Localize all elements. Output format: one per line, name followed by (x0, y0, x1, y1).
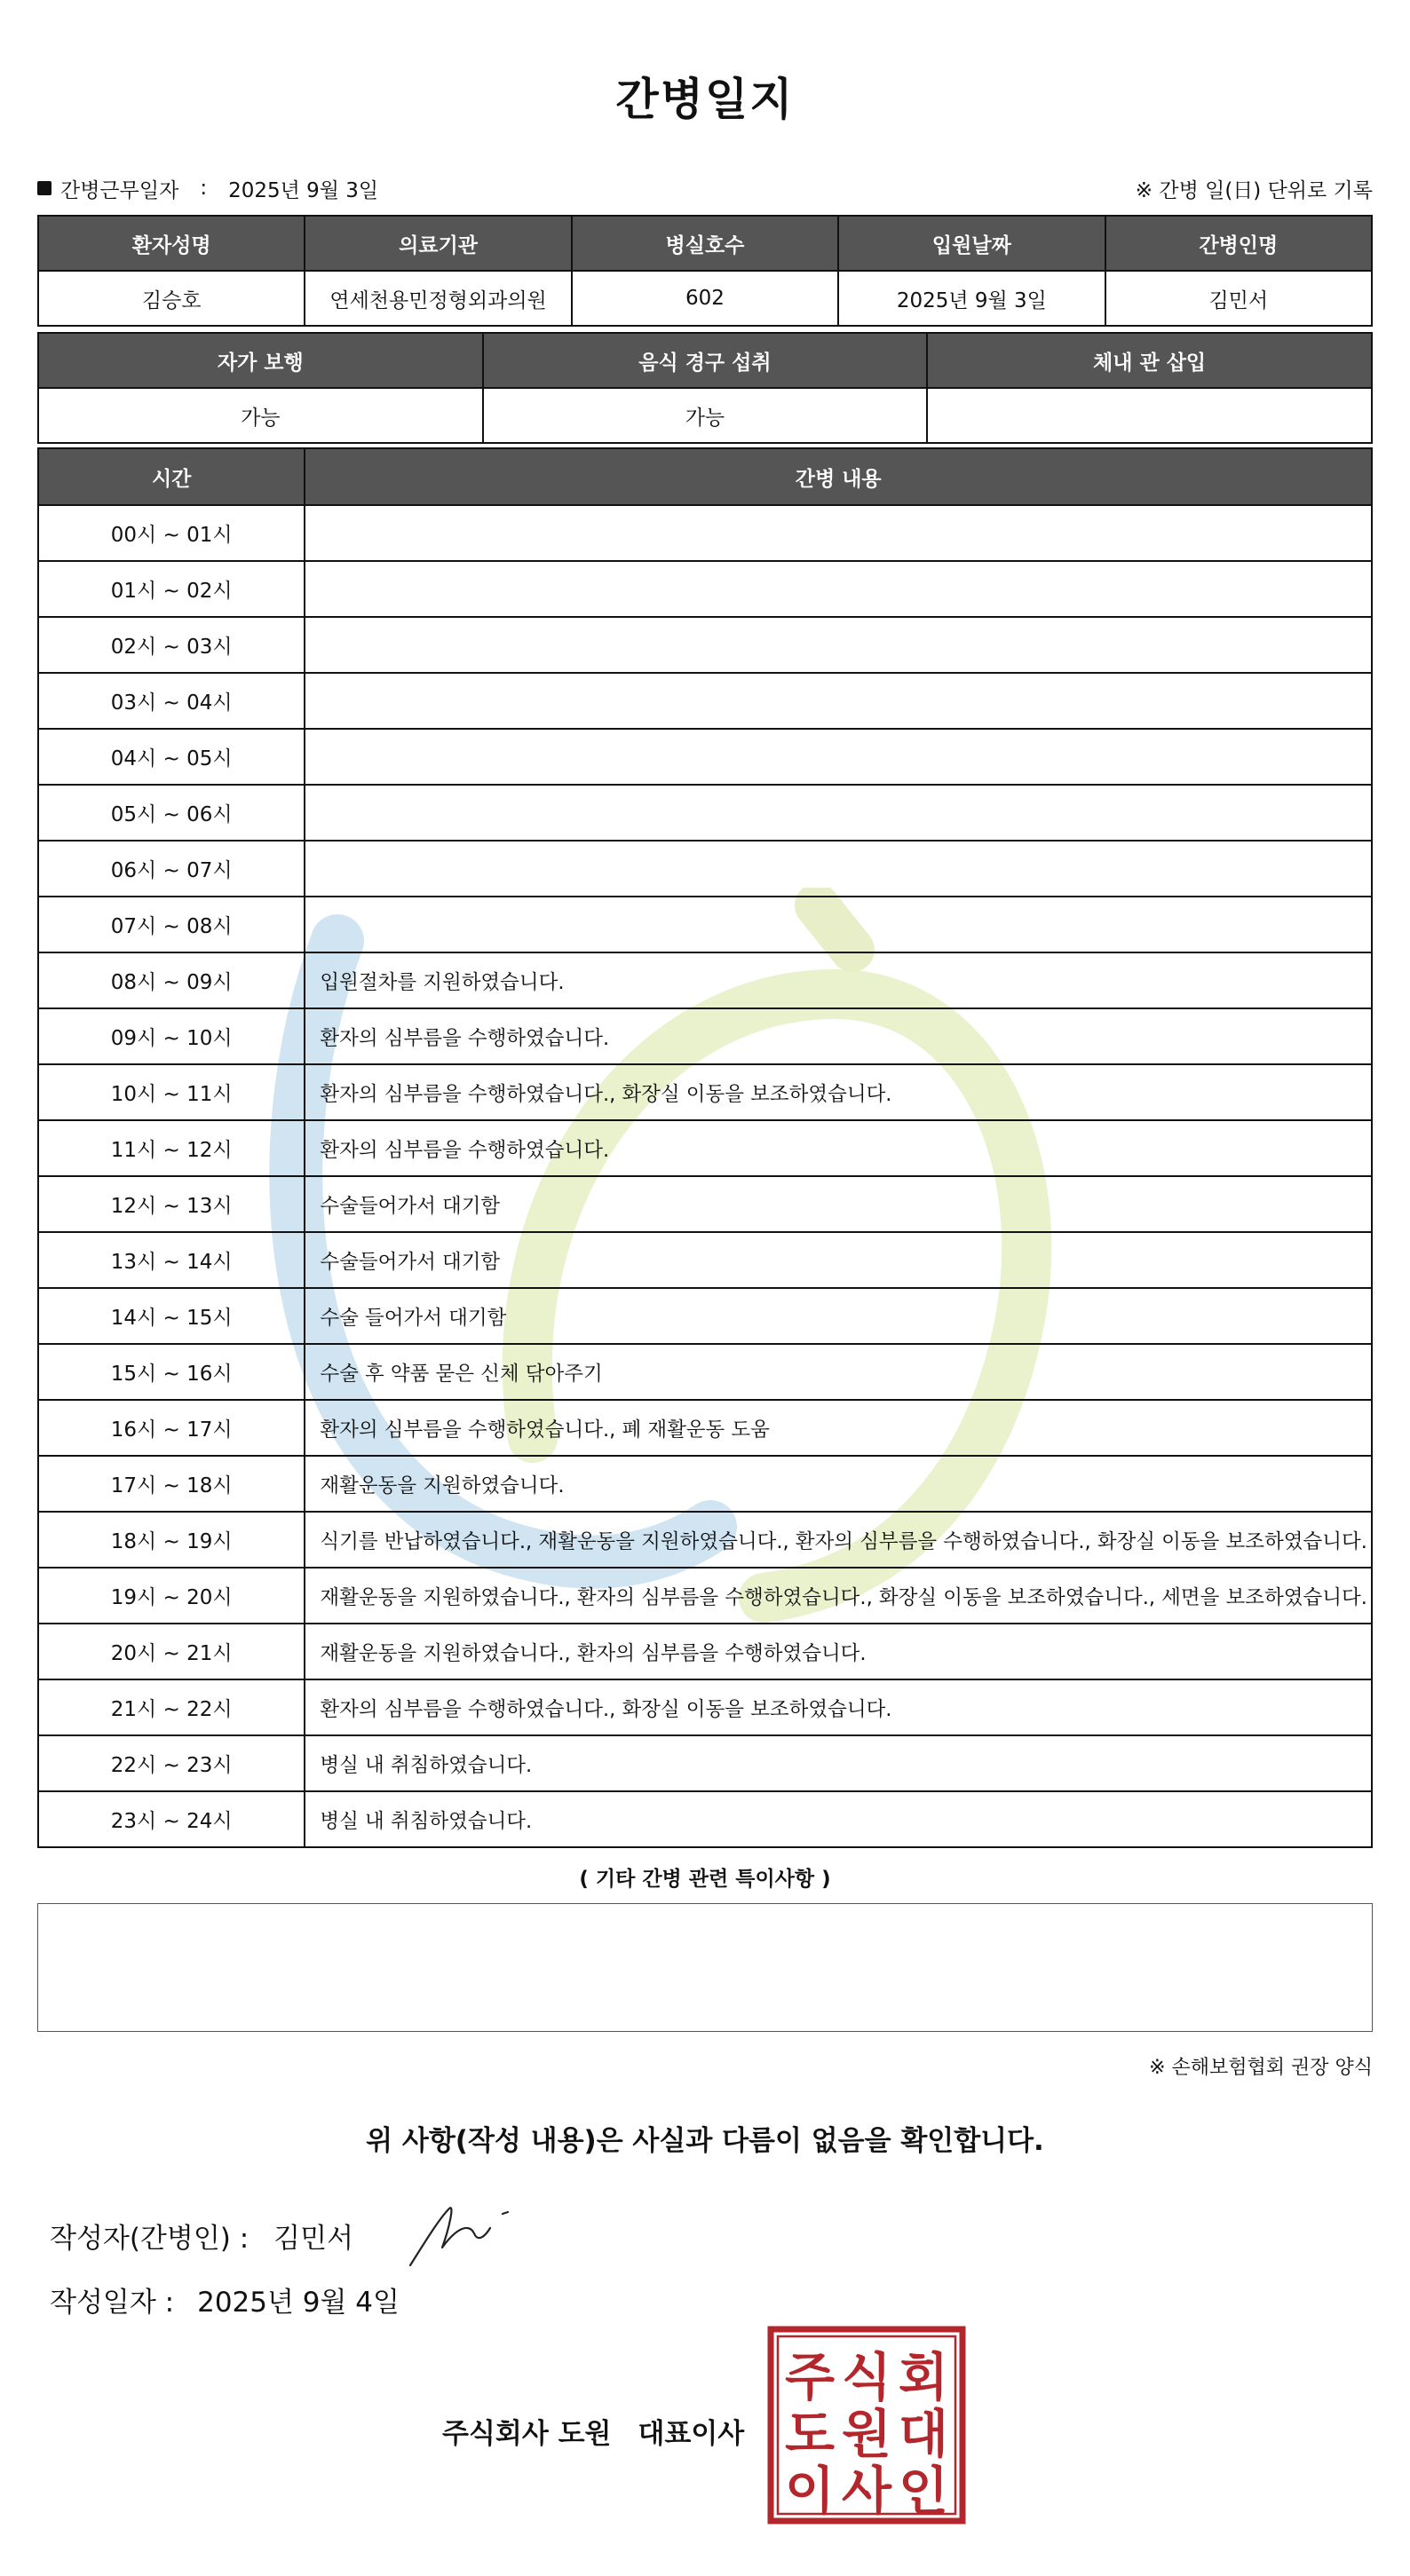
time-cell: 01시 ~ 02시 (38, 561, 305, 617)
time-cell: 21시 ~ 22시 (38, 1679, 305, 1735)
table-row (38, 505, 1372, 561)
written-date-line (50, 2280, 400, 2319)
care-content-cell (305, 729, 1372, 785)
care-content-cell: 수술들어가서 대기함 (305, 1232, 1372, 1288)
caregiver-value: 김민서 (1105, 271, 1372, 326)
time-cell: 03시 ~ 04시 (38, 673, 305, 729)
table-row (38, 1624, 1372, 1679)
company-title: 대표이사 (638, 2418, 745, 2450)
time-cell: 10시 ~ 11시 (38, 1064, 305, 1120)
care-content-cell (305, 897, 1372, 952)
time-cell: 23시 ~ 24시 (38, 1791, 305, 1847)
writer-name: 김민서 (273, 2223, 354, 2255)
self-walking-value: 가능 (38, 388, 483, 443)
table-row (38, 841, 1372, 897)
header-patient-name: 환자성명 (38, 216, 305, 271)
table-row (38, 1456, 1372, 1512)
work-date (37, 174, 378, 203)
care-content-cell: 재활운동을 지원하였습니다. (305, 1456, 1372, 1512)
care-content-cell (305, 841, 1372, 897)
care-content-cell: 재활운동을 지원하였습니다., 환자의 심부름을 수행하였습니다., 화장실 이동을 보조하였습니다., 세면을 보조하였습니다. (305, 1568, 1372, 1624)
care-content-cell: 환자의 심부름을 수행하였습니다. (305, 1008, 1372, 1064)
table-row (38, 1288, 1372, 1344)
patient-name-value: 김승호 (38, 271, 305, 326)
patient-info-header-row (38, 216, 1372, 271)
unit-note: ※ 간병 일(日) 단위로 기록 (1135, 178, 1373, 202)
care-content-cell (305, 673, 1372, 729)
page-title: 간병일지 (615, 74, 795, 125)
header-tube-insertion: 체내 관 삽입 (927, 333, 1372, 388)
patient-info-value-row (38, 271, 1372, 326)
svg-text:도: 도 (784, 2404, 836, 2464)
company-line (442, 2411, 744, 2451)
care-content-cell: 환자의 심부름을 수행하였습니다., 화장실 이동을 보조하였습니다. (305, 1064, 1372, 1120)
svg-text:대: 대 (898, 2404, 949, 2464)
table-row (38, 1679, 1372, 1735)
table-row (38, 1512, 1372, 1568)
care-content-cell (305, 617, 1372, 673)
table-row (38, 952, 1372, 1008)
care-content-cell: 재활운동을 지원하였습니다., 환자의 심부름을 수행하였습니다. (305, 1624, 1372, 1679)
svg-text:주: 주 (784, 2347, 836, 2407)
oral-intake-value: 가능 (483, 388, 928, 443)
time-cell: 11시 ~ 12시 (38, 1120, 305, 1176)
care-content-cell (305, 505, 1372, 561)
care-content-cell (305, 785, 1372, 841)
care-content-cell: 수술 후 약품 묻은 신체 닦아주기 (305, 1344, 1372, 1400)
header-time: 시간 (38, 448, 305, 505)
table-row (38, 1344, 1372, 1400)
work-date-value: 2025년 9월 3일 (228, 178, 379, 202)
header-room: 병실호수 (572, 216, 838, 271)
hospital-value: 연세천용민정형외과의원 (305, 271, 571, 326)
time-cell: 15시 ~ 16시 (38, 1344, 305, 1400)
table-row (38, 561, 1372, 617)
table-row (38, 1400, 1372, 1456)
room-value: 602 (572, 271, 838, 326)
time-cell: 12시 ~ 13시 (38, 1176, 305, 1232)
time-cell: 18시 ~ 19시 (38, 1512, 305, 1568)
time-cell: 06시 ~ 07시 (38, 841, 305, 897)
meta-row (37, 172, 1373, 204)
time-cell: 05시 ~ 06시 (38, 785, 305, 841)
header-self-walking: 자가 보행 (38, 333, 483, 388)
care-content-cell: 식기를 반납하였습니다., 재활운동을 지원하였습니다., 환자의 심부름을 수행하였습니다., 화장실 이동을 보조하였습니다. (305, 1512, 1372, 1568)
table-row (38, 1232, 1372, 1288)
table-row (38, 1064, 1372, 1120)
table-row (38, 1120, 1372, 1176)
work-date-label: 간병근무일자 (60, 178, 179, 202)
patient-status-value-row (38, 388, 1372, 443)
svg-text:원: 원 (841, 2404, 892, 2464)
header-caregiver: 간병인명 (1105, 216, 1372, 271)
svg-text:이: 이 (784, 2461, 836, 2521)
time-cell: 16시 ~ 17시 (38, 1400, 305, 1456)
handwritten-signature (403, 2193, 527, 2272)
table-row (38, 673, 1372, 729)
patient-status-header-row (38, 333, 1372, 388)
written-date-value: 2025년 9월 4일 (197, 2287, 400, 2319)
time-cell: 22시 ~ 23시 (38, 1735, 305, 1791)
admission-date-value: 2025년 9월 3일 (838, 271, 1105, 326)
table-row (38, 617, 1372, 673)
header-admission-date: 입원날짜 (838, 216, 1105, 271)
care-content-cell: 환자의 심부름을 수행하였습니다. (305, 1120, 1372, 1176)
svg-text:회: 회 (898, 2347, 949, 2407)
time-cell: 14시 ~ 15시 (38, 1288, 305, 1344)
form-note: ※ 손해보험협회 권장 양식 (1149, 2057, 1373, 2079)
care-log-table (37, 447, 1373, 1848)
table-row (38, 1176, 1372, 1232)
special-notes-title: ( 기타 간병 관련 특이사항 ) (579, 1868, 831, 1891)
tube-insertion-value (927, 388, 1372, 443)
header-hospital: 의료기관 (305, 216, 571, 271)
patient-info-table (37, 215, 1373, 327)
table-row (38, 785, 1372, 841)
writer-line (50, 2216, 353, 2256)
svg-text:식: 식 (841, 2347, 892, 2407)
time-cell: 00시 ~ 01시 (38, 505, 305, 561)
time-cell: 08시 ~ 09시 (38, 952, 305, 1008)
table-row (38, 897, 1372, 952)
patient-status-table (37, 332, 1373, 444)
special-notes-box (37, 1903, 1373, 2032)
time-cell: 19시 ~ 20시 (38, 1568, 305, 1624)
company-name: 주식회사 도원 (442, 2418, 612, 2450)
time-cell: 07시 ~ 08시 (38, 897, 305, 952)
table-row (38, 1568, 1372, 1624)
work-date-separator: : (200, 177, 208, 200)
time-cell: 13시 ~ 14시 (38, 1232, 305, 1288)
care-log-body (38, 505, 1372, 1847)
time-cell: 17시 ~ 18시 (38, 1456, 305, 1512)
care-content-cell: 입원절차를 지원하였습니다. (305, 952, 1372, 1008)
svg-text:사: 사 (841, 2461, 892, 2521)
care-content-cell: 병실 내 취침하였습니다. (305, 1791, 1372, 1847)
time-cell: 09시 ~ 10시 (38, 1008, 305, 1064)
table-row (38, 1735, 1372, 1791)
care-content-cell: 환자의 심부름을 수행하였습니다., 폐 재활운동 도움 (305, 1400, 1372, 1456)
header-care-content: 간병 내용 (305, 448, 1372, 505)
care-content-cell: 수술 들어가서 대기함 (305, 1288, 1372, 1344)
bullet-square-icon (37, 181, 51, 195)
table-row (38, 1791, 1372, 1847)
written-date-label: 작성일자 : (50, 2287, 175, 2319)
care-content-cell: 환자의 심부름을 수행하였습니다., 화장실 이동을 보조하였습니다. (305, 1679, 1372, 1735)
care-content-cell (305, 561, 1372, 617)
header-oral-intake: 음식 경구 섭취 (483, 333, 928, 388)
confirmation-statement: 위 사항(작성 내용)은 사실과 다름이 없음을 확인합니다. (366, 2125, 1044, 2157)
table-row (38, 1008, 1372, 1064)
time-cell: 04시 ~ 05시 (38, 729, 305, 785)
table-row (38, 729, 1372, 785)
time-cell: 20시 ~ 21시 (38, 1624, 305, 1679)
care-content-cell: 수술들어가서 대기함 (305, 1176, 1372, 1232)
time-cell: 02시 ~ 03시 (38, 617, 305, 673)
care-content-cell: 병실 내 취침하였습니다. (305, 1735, 1372, 1791)
svg-text:인: 인 (898, 2461, 949, 2521)
care-log-header-row (38, 448, 1372, 505)
writer-label: 작성자(간병인) : (50, 2223, 250, 2255)
company-seal-stamp (767, 2326, 966, 2525)
